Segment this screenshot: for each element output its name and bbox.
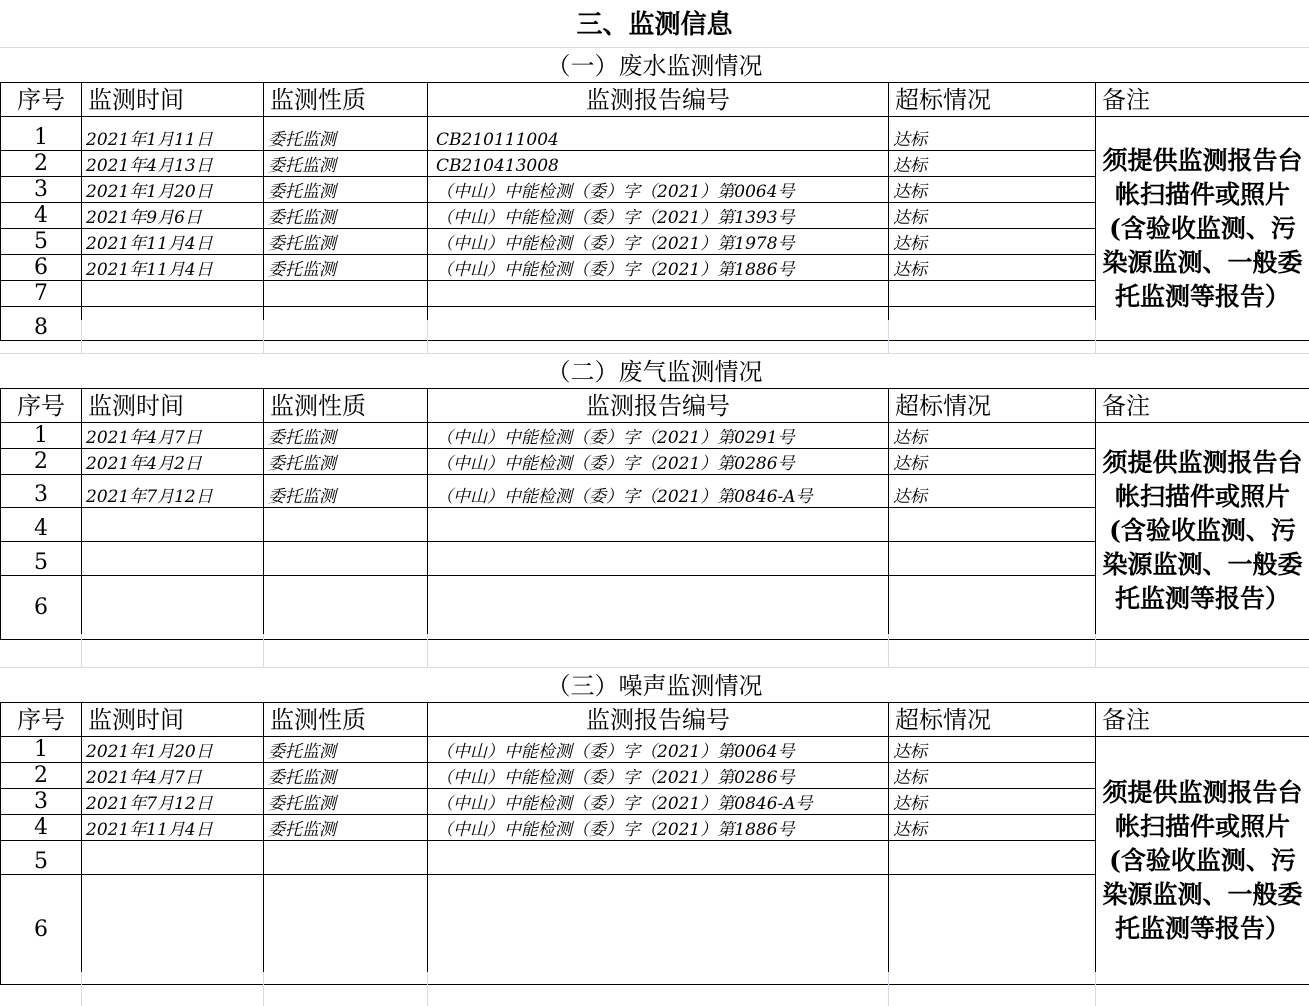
- cell-seq: 3: [1, 177, 82, 203]
- cell-date: [82, 841, 264, 875]
- cell-seq: 5: [1, 841, 82, 875]
- column-header-date: 监测时间: [82, 389, 264, 423]
- cell-status: 达标: [889, 117, 1096, 151]
- cell-date: 2021年7月12日: [82, 475, 264, 508]
- cell-report: （中山）中能检测（委）字（2021）第1978号: [428, 229, 889, 255]
- cell-seq: 8: [1, 307, 82, 341]
- cell-seq: 4: [1, 508, 82, 542]
- exhaust-table: [0, 388, 1309, 640]
- cell-seq: 4: [1, 203, 82, 229]
- cell-status: 达标: [889, 229, 1096, 255]
- cell-status: 达标: [889, 423, 1096, 449]
- grid-line: [888, 972, 889, 1006]
- cell-report: （中山）中能检测（委）字（2021）第0291号: [428, 423, 889, 449]
- cell-status: [889, 875, 1096, 985]
- cell-status: [889, 841, 1096, 875]
- column-header-remark: 备注: [1096, 389, 1309, 423]
- cell-status: 达标: [889, 255, 1096, 281]
- cell-seq: 2: [1, 763, 82, 789]
- column-header-date: 监测时间: [82, 83, 264, 117]
- column-header-status: 超标情况: [889, 83, 1096, 117]
- cell-nature: 委托监测: [264, 117, 428, 151]
- column-header-remark: 备注: [1096, 83, 1309, 117]
- cell-status: 达标: [889, 151, 1096, 177]
- cell-report: CB210111004: [428, 117, 889, 151]
- cell-nature: [264, 542, 428, 576]
- cell-report: [428, 281, 889, 307]
- grid-line: [0, 47, 1309, 48]
- cell-nature: 委托监测: [264, 449, 428, 475]
- grid-line: [888, 634, 889, 667]
- cell-status: 达标: [889, 177, 1096, 203]
- cell-report: [428, 508, 889, 542]
- cell-seq: 3: [1, 475, 82, 508]
- cell-date: 2021年7月12日: [82, 789, 264, 815]
- cell-nature: [264, 841, 428, 875]
- cell-nature: 委托监测: [264, 151, 428, 177]
- cell-nature: 委托监测: [264, 815, 428, 841]
- cell-nature: 委托监测: [264, 737, 428, 763]
- noise-table: [0, 702, 1309, 985]
- cell-report: （中山）中能检测（委）字（2021）第0846-A号: [428, 475, 889, 508]
- column-header-status: 超标情况: [889, 389, 1096, 423]
- cell-nature: [264, 875, 428, 985]
- column-header-seq: 序号: [1, 703, 82, 737]
- cell-status: [889, 307, 1096, 341]
- cell-nature: 委托监测: [264, 229, 428, 255]
- section-subtitle-exhaust: （二）废气监测情况: [546, 358, 763, 386]
- cell-nature: 委托监测: [264, 763, 428, 789]
- cell-nature: [264, 307, 428, 341]
- cell-seq: 6: [1, 255, 82, 281]
- cell-seq: 5: [1, 542, 82, 576]
- cell-status: [889, 281, 1096, 307]
- cell-report: CB210413008: [428, 151, 889, 177]
- cell-date: [82, 542, 264, 576]
- cell-date: 2021年4月13日: [82, 151, 264, 177]
- cell-report: [428, 307, 889, 341]
- wastewater-table: [0, 82, 1309, 341]
- cell-seq: 7: [1, 281, 82, 307]
- cell-nature: 委托监测: [264, 423, 428, 449]
- cell-date: [82, 508, 264, 542]
- cell-seq: 5: [1, 229, 82, 255]
- cell-date: 2021年4月7日: [82, 763, 264, 789]
- grid-line: [427, 972, 428, 1006]
- cell-seq: 2: [1, 151, 82, 177]
- grid-line: [0, 667, 1309, 668]
- cell-status: [889, 542, 1096, 576]
- column-header-status: 超标情况: [889, 703, 1096, 737]
- cell-seq: 1: [1, 737, 82, 763]
- table-header-row: [1, 83, 1309, 117]
- grid-line: [0, 353, 1309, 354]
- remark-cell: 须提供监测报告台帐扫描件或照片(含验收监测、污染源监测、一般委托监测等报告）: [1096, 423, 1309, 640]
- cell-report: （中山）中能检测（委）字（2021）第0064号: [428, 737, 889, 763]
- grid-line: [81, 634, 82, 667]
- grid-line: [1095, 634, 1096, 667]
- cell-nature: 委托监测: [264, 255, 428, 281]
- table-row: [1, 117, 1309, 151]
- grid-line: [888, 320, 889, 353]
- cell-status: 达标: [889, 449, 1096, 475]
- cell-nature: 委托监测: [264, 789, 428, 815]
- cell-status: 达标: [889, 763, 1096, 789]
- cell-report: （中山）中能检测（委）字（2021）第0286号: [428, 449, 889, 475]
- cell-seq: 4: [1, 815, 82, 841]
- grid-line: [1095, 972, 1096, 1006]
- grid-line: [427, 634, 428, 667]
- cell-date: 2021年1月11日: [82, 117, 264, 151]
- column-header-seq: 序号: [1, 389, 82, 423]
- table-row: [1, 737, 1309, 763]
- cell-report: （中山）中能检测（委）字（2021）第1393号: [428, 203, 889, 229]
- section-subtitle-wastewater: （一）废水监测情况: [546, 52, 763, 80]
- cell-nature: [264, 508, 428, 542]
- cell-date: 2021年4月7日: [82, 423, 264, 449]
- column-header-report: 监测报告编号: [428, 703, 889, 737]
- column-header-seq: 序号: [1, 83, 82, 117]
- cell-report: [428, 542, 889, 576]
- cell-nature: 委托监测: [264, 203, 428, 229]
- cell-seq: 3: [1, 789, 82, 815]
- cell-status: [889, 508, 1096, 542]
- cell-status: 达标: [889, 737, 1096, 763]
- cell-seq: 6: [1, 875, 82, 985]
- table-header-row: [1, 703, 1309, 737]
- cell-nature: [264, 576, 428, 640]
- cell-date: 2021年1月20日: [82, 177, 264, 203]
- grid-line: [263, 972, 264, 1006]
- cell-seq: 1: [1, 117, 82, 151]
- column-header-remark: 备注: [1096, 703, 1309, 737]
- cell-seq: 2: [1, 449, 82, 475]
- cell-report: [428, 841, 889, 875]
- grid-line: [427, 320, 428, 353]
- table-row: [1, 423, 1309, 449]
- cell-report: （中山）中能检测（委）字（2021）第1886号: [428, 255, 889, 281]
- grid-line: [81, 972, 82, 1006]
- cell-status: 达标: [889, 475, 1096, 508]
- column-header-report: 监测报告编号: [428, 389, 889, 423]
- cell-date: 2021年9月6日: [82, 203, 264, 229]
- cell-date: [82, 307, 264, 341]
- column-header-date: 监测时间: [82, 703, 264, 737]
- grid-line: [81, 320, 82, 353]
- page-title: 三、监测信息: [576, 10, 733, 40]
- grid-line: [263, 320, 264, 353]
- cell-seq: 1: [1, 423, 82, 449]
- remark-cell: 须提供监测报告台帐扫描件或照片(含验收监测、污染源监测、一般委托监测等报告）: [1096, 737, 1309, 985]
- cell-report: （中山）中能检测（委）字（2021）第0064号: [428, 177, 889, 203]
- remark-cell: 须提供监测报告台帐扫描件或照片(含验收监测、污染源监测、一般委托监测等报告）: [1096, 117, 1309, 341]
- cell-date: 2021年11月4日: [82, 229, 264, 255]
- grid-line: [1095, 320, 1096, 353]
- cell-status: 达标: [889, 203, 1096, 229]
- cell-seq: 6: [1, 576, 82, 640]
- cell-date: [82, 875, 264, 985]
- cell-nature: 委托监测: [264, 475, 428, 508]
- cell-status: 达标: [889, 815, 1096, 841]
- cell-date: 2021年4月2日: [82, 449, 264, 475]
- table-header-row: [1, 389, 1309, 423]
- cell-nature: [264, 281, 428, 307]
- column-header-report: 监测报告编号: [428, 83, 889, 117]
- cell-report: （中山）中能检测（委）字（2021）第0846-A号: [428, 789, 889, 815]
- cell-date: 2021年11月4日: [82, 815, 264, 841]
- cell-report: （中山）中能检测（委）字（2021）第1886号: [428, 815, 889, 841]
- grid-line: [263, 634, 264, 667]
- section-subtitle-noise: （三）噪声监测情况: [546, 672, 763, 700]
- cell-date: 2021年1月20日: [82, 737, 264, 763]
- cell-date: 2021年11月4日: [82, 255, 264, 281]
- cell-report: [428, 875, 889, 985]
- column-header-nature: 监测性质: [264, 703, 428, 737]
- cell-status: [889, 576, 1096, 640]
- cell-report: （中山）中能检测（委）字（2021）第0286号: [428, 763, 889, 789]
- column-header-nature: 监测性质: [264, 389, 428, 423]
- cell-status: 达标: [889, 789, 1096, 815]
- cell-nature: 委托监测: [264, 177, 428, 203]
- cell-date: [82, 576, 264, 640]
- cell-date: [82, 281, 264, 307]
- column-header-nature: 监测性质: [264, 83, 428, 117]
- cell-report: [428, 576, 889, 640]
